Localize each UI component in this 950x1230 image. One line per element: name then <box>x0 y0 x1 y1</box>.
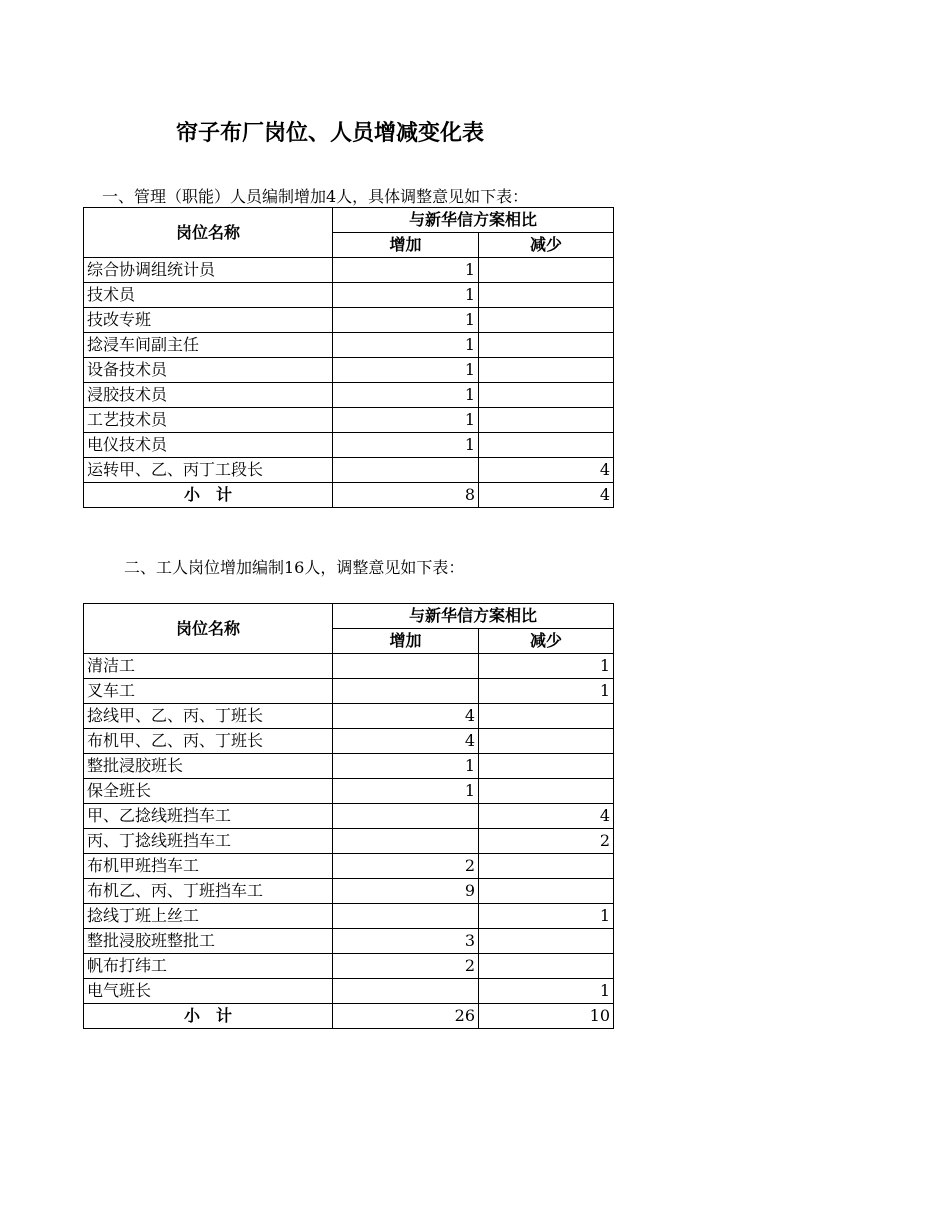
table-row <box>84 283 614 308</box>
cell-position-name: 运转甲、乙、丙丁工段长 <box>84 458 333 483</box>
cell-increase <box>333 458 479 483</box>
header-comparison: 与新华信方案相比 <box>333 208 614 233</box>
cell-position-name: 电气班长 <box>84 979 333 1004</box>
cell-increase: 1 <box>333 308 479 333</box>
cell-increase: 1 <box>333 358 479 383</box>
cell-decrease <box>479 779 614 804</box>
cell-position-name: 浸胶技术员 <box>84 383 333 408</box>
cell-decrease <box>479 308 614 333</box>
cell-decrease <box>479 954 614 979</box>
cell-position-name: 整批浸胶班整批工 <box>84 929 333 954</box>
cell-increase: 1 <box>333 754 479 779</box>
subtotal-increase: 26 <box>333 1004 479 1029</box>
table-row <box>84 433 614 458</box>
cell-increase: 4 <box>333 729 479 754</box>
table-row <box>84 704 614 729</box>
table-row <box>84 879 614 904</box>
header-decrease: 减少 <box>479 629 614 654</box>
cell-increase <box>333 804 479 829</box>
cell-position-name: 清洁工 <box>84 654 333 679</box>
cell-increase: 2 <box>333 854 479 879</box>
header-increase: 增加 <box>333 629 479 654</box>
cell-decrease <box>479 408 614 433</box>
table-row <box>84 358 614 383</box>
cell-increase: 1 <box>333 333 479 358</box>
table-row <box>84 654 614 679</box>
cell-position-name: 保全班长 <box>84 779 333 804</box>
cell-position-name: 布机乙、丙、丁班挡车工 <box>84 879 333 904</box>
cell-decrease <box>479 729 614 754</box>
worker-positions-table <box>83 603 614 1029</box>
table-row <box>84 458 614 483</box>
cell-position-name: 电仪技术员 <box>84 433 333 458</box>
subtotal-label: 小 计 <box>84 1004 333 1029</box>
table-row <box>84 904 614 929</box>
cell-increase: 3 <box>333 929 479 954</box>
header-comparison: 与新华信方案相比 <box>333 604 614 629</box>
cell-position-name: 技改专班 <box>84 308 333 333</box>
subtotal-row <box>84 483 614 508</box>
cell-decrease <box>479 283 614 308</box>
cell-position-name: 设备技术员 <box>84 358 333 383</box>
cell-decrease: 1 <box>479 979 614 1004</box>
cell-decrease: 4 <box>479 804 614 829</box>
cell-position-name: 捻线丁班上丝工 <box>84 904 333 929</box>
subtotal-label: 小 计 <box>84 483 333 508</box>
table-row <box>84 804 614 829</box>
table-row <box>84 679 614 704</box>
cell-increase: 1 <box>333 433 479 458</box>
cell-decrease <box>479 433 614 458</box>
cell-decrease: 4 <box>479 458 614 483</box>
table-row <box>84 729 614 754</box>
table-row <box>84 383 614 408</box>
cell-decrease: 1 <box>479 679 614 704</box>
table-row <box>84 754 614 779</box>
cell-increase <box>333 654 479 679</box>
cell-increase: 4 <box>333 704 479 729</box>
cell-increase: 1 <box>333 383 479 408</box>
cell-decrease <box>479 929 614 954</box>
cell-decrease: 2 <box>479 829 614 854</box>
cell-increase: 2 <box>333 954 479 979</box>
cell-decrease <box>479 754 614 779</box>
cell-decrease: 1 <box>479 654 614 679</box>
section2-intro: 二、工人岗位增加编制16人，调整意见如下表： <box>124 558 465 577</box>
table-row <box>84 929 614 954</box>
cell-decrease <box>479 704 614 729</box>
cell-decrease <box>479 358 614 383</box>
table-row <box>84 954 614 979</box>
cell-position-name: 叉车工 <box>84 679 333 704</box>
cell-position-name: 布机甲班挡车工 <box>84 854 333 879</box>
cell-position-name: 布机甲、乙、丙、丁班长 <box>84 729 333 754</box>
cell-position-name: 帆布打纬工 <box>84 954 333 979</box>
cell-increase: 1 <box>333 408 479 433</box>
cell-increase: 1 <box>333 779 479 804</box>
subtotal-decrease: 4 <box>479 483 614 508</box>
table-row <box>84 779 614 804</box>
cell-decrease <box>479 879 614 904</box>
table-row <box>84 829 614 854</box>
subtotal-decrease: 10 <box>479 1004 614 1029</box>
cell-position-name: 捻浸车间副主任 <box>84 333 333 358</box>
table-row <box>84 408 614 433</box>
cell-position-name: 整批浸胶班长 <box>84 754 333 779</box>
subtotal-row <box>84 1004 614 1029</box>
cell-decrease <box>479 383 614 408</box>
cell-decrease <box>479 333 614 358</box>
cell-increase <box>333 979 479 1004</box>
cell-increase: 1 <box>333 283 479 308</box>
cell-increase: 9 <box>333 879 479 904</box>
cell-decrease: 1 <box>479 904 614 929</box>
cell-increase <box>333 679 479 704</box>
cell-position-name: 捻线甲、乙、丙、丁班长 <box>84 704 333 729</box>
table-row <box>84 333 614 358</box>
header-position-name: 岗位名称 <box>84 604 333 654</box>
table-row <box>84 854 614 879</box>
header-position-name: 岗位名称 <box>84 208 333 258</box>
table-row <box>84 258 614 283</box>
cell-increase <box>333 829 479 854</box>
section1-intro: 一、管理（职能）人员编制增加4人，具体调整意见如下表： <box>102 187 529 206</box>
table-row <box>84 308 614 333</box>
management-staff-table <box>83 207 614 508</box>
cell-position-name: 技术员 <box>84 283 333 308</box>
cell-increase <box>333 904 479 929</box>
table-row <box>84 979 614 1004</box>
cell-position-name: 甲、乙捻线班挡车工 <box>84 804 333 829</box>
cell-increase: 1 <box>333 258 479 283</box>
header-decrease: 减少 <box>479 233 614 258</box>
header-increase: 增加 <box>333 233 479 258</box>
cell-position-name: 工艺技术员 <box>84 408 333 433</box>
cell-position-name: 综合协调组统计员 <box>84 258 333 283</box>
cell-decrease <box>479 854 614 879</box>
cell-position-name: 丙、丁捻线班挡车工 <box>84 829 333 854</box>
cell-decrease <box>479 258 614 283</box>
subtotal-increase: 8 <box>333 483 479 508</box>
page-title: 帘子布厂岗位、人员增减变化表 <box>176 121 485 146</box>
